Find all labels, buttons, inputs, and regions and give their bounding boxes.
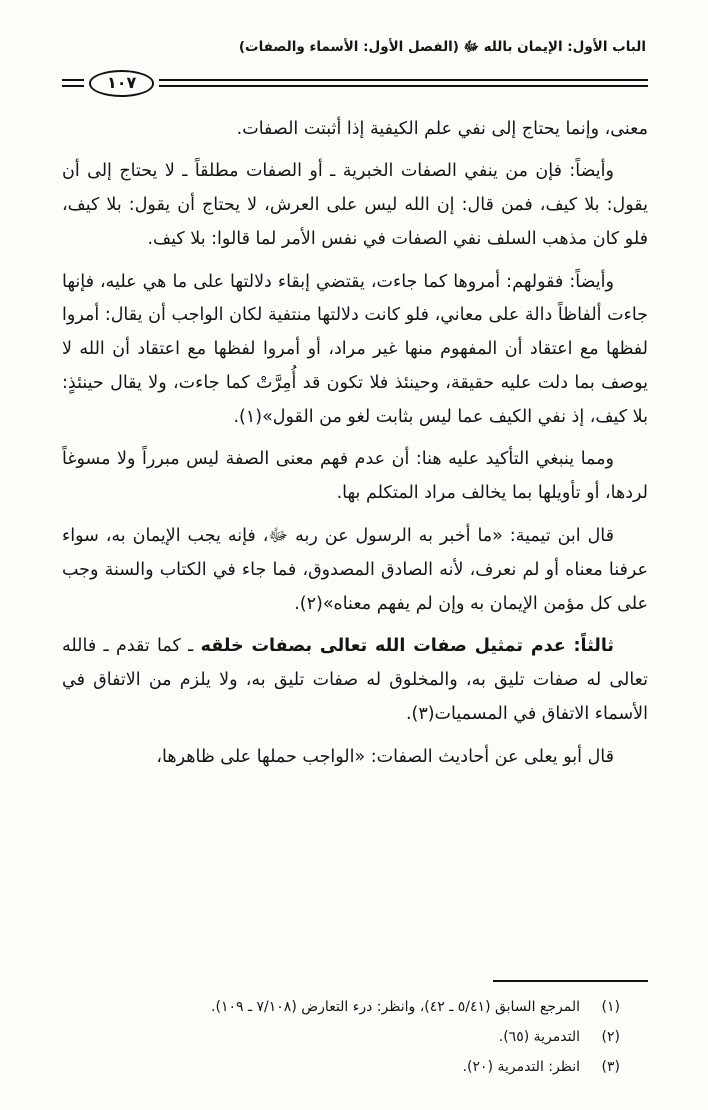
footnote-text: انظر: التدمرية (٢٠). [462, 1058, 580, 1075]
paragraph-lead: ثالثاً: عدم تمثيل صفات الله تعالى بصفات خلقه [200, 636, 614, 657]
footnote-text: المرجع السابق (٥/٤١ ـ ٤٢)، وانظر: درء التعارض (٧/١٠٨ ـ ١٠٩). [211, 998, 580, 1015]
running-head-title: الباب الأول: الإيمان بالله ﷻ (الفصل الأول: الأسماء والصفات) [238, 39, 646, 55]
footnote-item [62, 1052, 620, 1082]
page-number-badge: ١٠٧ [89, 70, 154, 97]
paragraph-text: قال أبو يعلى عن أحاديث الصفات: «الواجب حملها على ظاهرها، [156, 746, 614, 767]
paragraph-text: ـ كما تقدم ـ فالله تعالى له صفات تليق به، والمخلوق له صفات تليق به، ولا يلزم من الاتفاق في الأسماء الاتفاق في المسميات(٣). [62, 636, 648, 724]
paragraph [62, 266, 648, 435]
body-text [62, 113, 648, 784]
paragraph-text: ومما ينبغي التأكيد عليه هنا: أن عدم فهم معنى الصفة ليس مبرراً ولا مسوغاً لردها، أو تأويلها بما يخالف مراد المتكلم بها. [62, 449, 648, 504]
paragraph [62, 520, 648, 621]
paragraph [62, 113, 648, 147]
double-rule-left [62, 79, 84, 87]
paragraph [62, 630, 648, 731]
header-rule-row [62, 70, 648, 97]
footnote-separator [493, 980, 648, 982]
footnote-item [62, 992, 620, 1022]
paragraph-text: وأيضاً: فقولهم: أمروها كما جاءت، يقتضي إبقاء دلالتها على ما هي عليه، فإنها جاءت ألفاظاً دالة على معاني، فلو كانت دلالتها منتفية لكان الواجب أن يقال: أمروا لفظها مع اعتقاد أن المفهوم منها غير مراد، أو أمروا لفظها مع اعتقاد أن الله لا يوصف بما دلت عليه حقيقة، وحينئذ فلا تكون قد أُمِرَّتْ كما جاءت، ولا يقال حينئذٍ: بلا كيف، إذ نفي الكيف عما ليس بثابت لغو من القول»(١). [62, 271, 648, 427]
paragraph [62, 443, 648, 511]
footnote-area [62, 970, 648, 1082]
footnote-marker: (٢) [601, 1028, 620, 1045]
paragraph [62, 155, 648, 256]
paragraph-text: معنى، وإنما يحتاج إلى نفي علم الكيفية إذا أثبتت الصفات. [236, 118, 648, 139]
footnote-text: التدمرية (٦٥). [498, 1028, 580, 1045]
footnotes-list [62, 992, 648, 1082]
paragraph [62, 741, 648, 775]
paragraph-text: قال ابن تيمية: «ما أخبر به الرسول عن ربه ﷻ، فإنه يجب الإيمان به، سواء عرفنا معناه أو لم نعرف، لأنه الصادق المصدوق، فما جاء في الكتاب والسنة وجب على كل مؤمن الإيمان به وإن لم يفهم معناه»(٢). [62, 526, 648, 614]
footnote-item [62, 1022, 620, 1052]
paragraph-text: وأيضاً: فإن من ينفي الصفات الخبرية ـ أو الصفات مطلقاً ـ لا يحتاج إلى أن يقول: بلا كيف، فمن قال: إن الله ليس على العرش، لا يحتاج أن يقول: بلا كيف، فلو كان مذهب السلف نفي الصفات في نفس الأمر لما قالوا: بلا كيف. [62, 161, 648, 249]
footnote-marker: (١) [601, 998, 620, 1015]
double-rule-right [159, 79, 648, 87]
footnote-marker: (٣) [601, 1058, 620, 1075]
